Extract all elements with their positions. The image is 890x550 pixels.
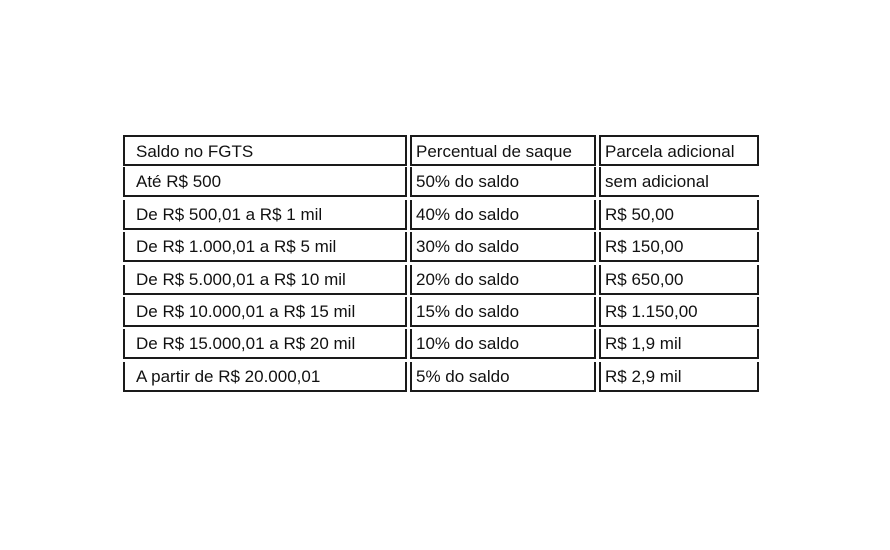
table-row bbox=[123, 297, 759, 329]
cell-saldo: Até R$ 500 bbox=[123, 167, 407, 197]
cell-percentual: 40% do saldo bbox=[410, 200, 596, 230]
header-percentual: Percentual de saque bbox=[410, 135, 596, 166]
table-row bbox=[123, 265, 759, 297]
header-parcela: Parcela adicional bbox=[599, 135, 759, 166]
cell-parcela: R$ 150,00 bbox=[599, 232, 759, 262]
cell-percentual: 10% do saldo bbox=[410, 329, 596, 359]
cell-parcela: R$ 2,9 mil bbox=[599, 362, 759, 392]
header-saldo: Saldo no FGTS bbox=[123, 135, 407, 166]
cell-saldo: De R$ 1.000,01 a R$ 5 mil bbox=[123, 232, 407, 262]
cell-percentual: 20% do saldo bbox=[410, 265, 596, 295]
cell-parcela: R$ 650,00 bbox=[599, 265, 759, 295]
table-row bbox=[123, 200, 759, 232]
cell-saldo: De R$ 10.000,01 a R$ 15 mil bbox=[123, 297, 407, 327]
cell-saldo: De R$ 500,01 a R$ 1 mil bbox=[123, 200, 407, 230]
cell-parcela: sem adicional bbox=[599, 167, 759, 197]
cell-parcela: R$ 50,00 bbox=[599, 200, 759, 230]
cell-saldo: De R$ 5.000,01 a R$ 10 mil bbox=[123, 265, 407, 295]
fgts-withdrawal-table bbox=[123, 135, 759, 394]
cell-percentual: 5% do saldo bbox=[410, 362, 596, 392]
table-header-row bbox=[123, 135, 759, 167]
cell-saldo: De R$ 15.000,01 a R$ 20 mil bbox=[123, 329, 407, 359]
table-row bbox=[123, 167, 759, 199]
table-row bbox=[123, 362, 759, 394]
table-row bbox=[123, 329, 759, 361]
cell-parcela: R$ 1,9 mil bbox=[599, 329, 759, 359]
cell-percentual: 50% do saldo bbox=[410, 167, 596, 197]
table-row bbox=[123, 232, 759, 264]
cell-percentual: 30% do saldo bbox=[410, 232, 596, 262]
cell-parcela: R$ 1.150,00 bbox=[599, 297, 759, 327]
cell-saldo: A partir de R$ 20.000,01 bbox=[123, 362, 407, 392]
cell-percentual: 15% do saldo bbox=[410, 297, 596, 327]
